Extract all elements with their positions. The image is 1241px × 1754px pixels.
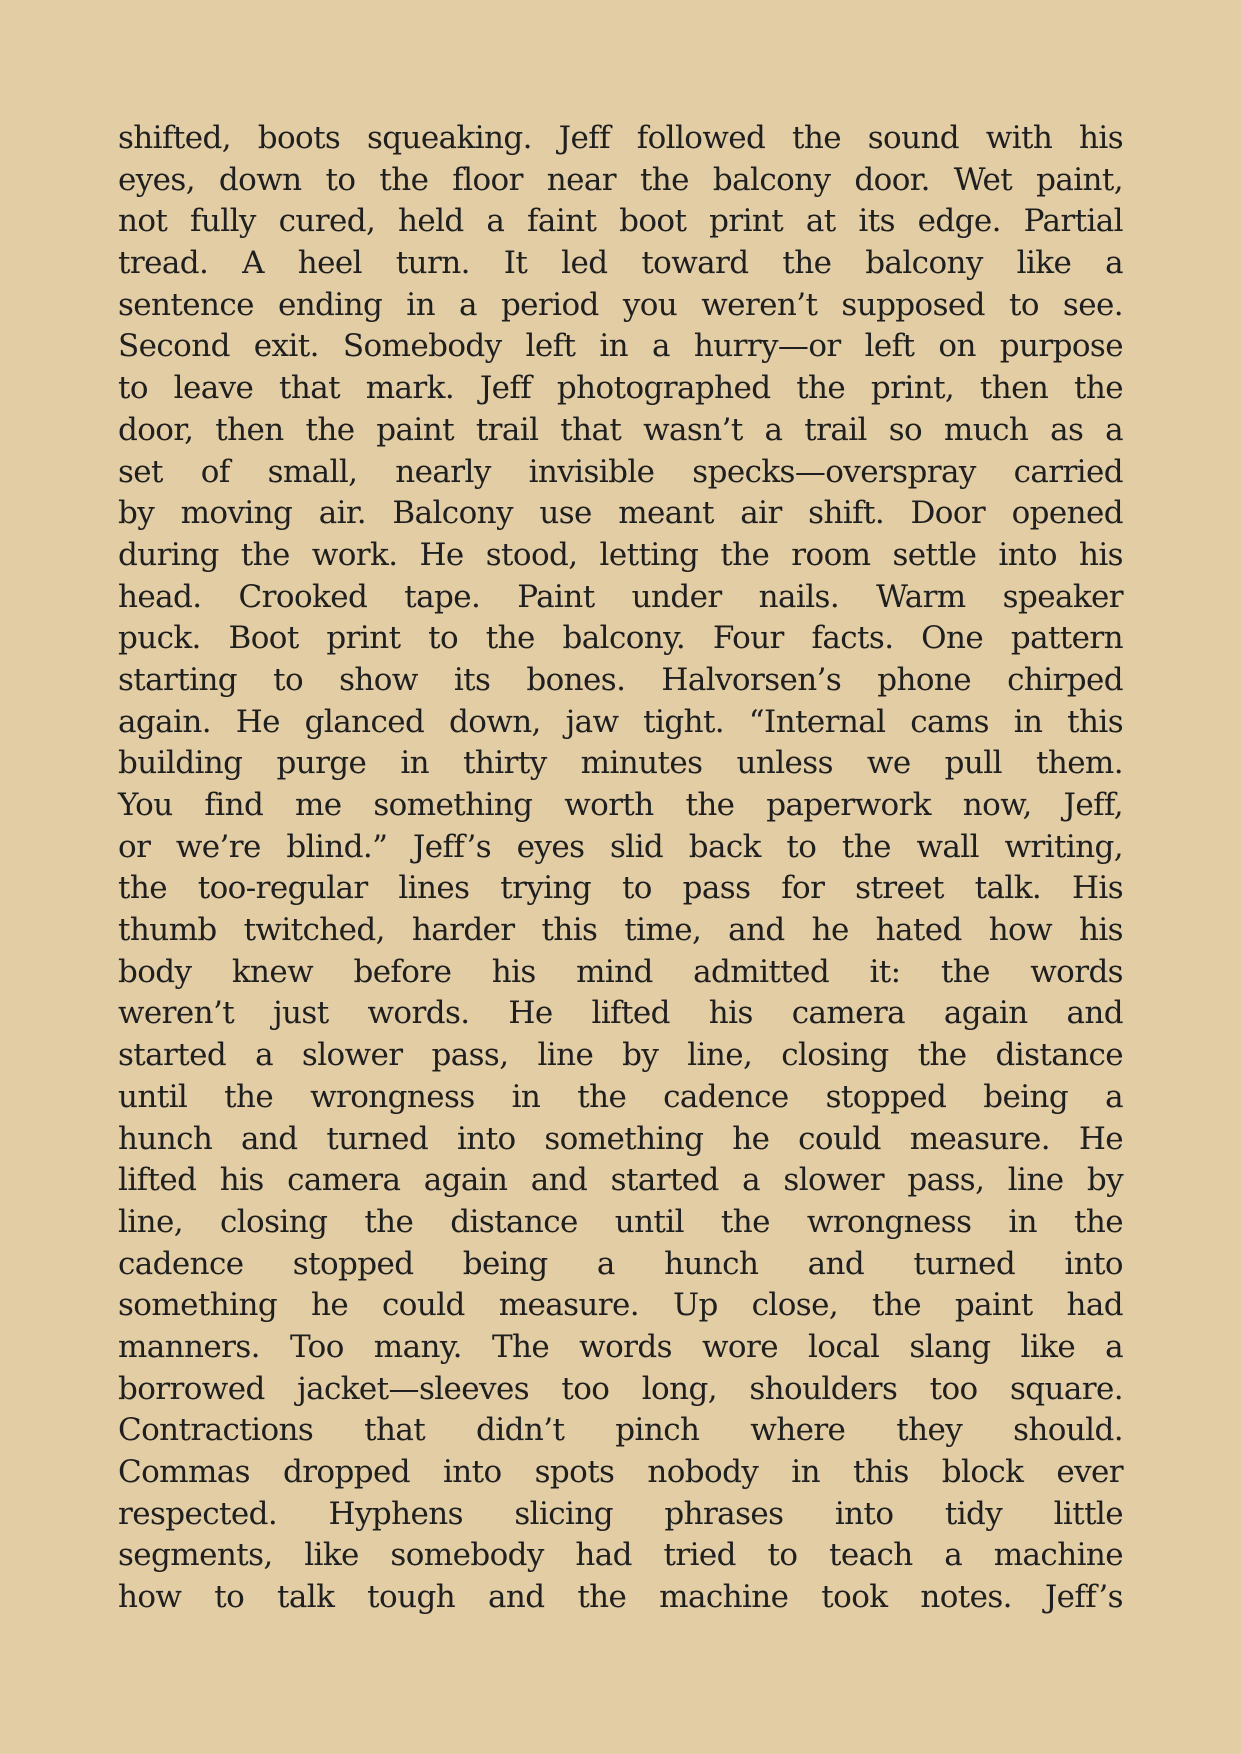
text-line-33: Commas dropped into spots nobody in this block ever: [118, 1454, 1123, 1490]
text-line-7: to leave that mark. Jeff photographed the print, then the: [118, 370, 1123, 407]
text-line-2: eyes, down to the floor near the balcony door. Wet paint,: [118, 161, 1123, 198]
text-line-17: You find me something worth the paperwork now, Jeff,: [118, 787, 1123, 823]
text-line-30: manners. Too many. The words wore local slang like a: [118, 1328, 1123, 1365]
text-line-35: segments, like somebody had tried to teach a machine: [118, 1537, 1123, 1574]
text-line-13: puck. Boot print to the balcony. Four facts. One pattern: [118, 620, 1123, 657]
text-line-27: line, closing the distance until the wrongness in the: [118, 1203, 1123, 1240]
text-line-1: shifted, boots squeaking. Jeff followed the sound with his: [118, 120, 1123, 156]
text-line-5: sentence ending in a period you weren’t supposed to see.: [118, 286, 1123, 323]
text-line-26: lifted his camera again and started a slower pass, line by: [118, 1162, 1123, 1199]
text-line-3: not fully cured, held a faint boot print at its edge. Partial: [118, 203, 1123, 240]
text-line-32: Contractions that didn’t pinch where they should.: [118, 1412, 1123, 1449]
text-line-4: tread. A heel turn. It led toward the balcony like a: [118, 245, 1123, 282]
text-line-36: how to talk tough and the machine took notes. Jeff’s: [118, 1579, 1123, 1616]
document-page: [118, 118, 1123, 1619]
text-line-11: during the work. He stood, letting the room settle into his: [118, 536, 1123, 573]
text-line-18: or we’re blind.” Jeff’s eyes slid back to the wall writing,: [118, 828, 1123, 865]
text-line-12: head. Crooked tape. Paint under nails. Warm speaker: [118, 578, 1123, 615]
text-line-14: starting to show its bones. Halvorsen’s phone chirped: [118, 661, 1123, 698]
text-line-9: set of small, nearly invisible specks—overspray carried: [118, 453, 1123, 490]
text-line-21: body knew before his mind admitted it: the words: [118, 953, 1123, 990]
text-line-25: hunch and turned into something he could measure. He: [118, 1120, 1123, 1157]
text-line-19: the too-regular lines trying to pass for street talk. His: [118, 870, 1123, 907]
text-line-23: started a slower pass, line by line, closing the distance: [118, 1037, 1123, 1074]
text-line-34: respected. Hyphens slicing phrases into tidy little: [118, 1495, 1123, 1532]
text-line-6: Second exit. Somebody left in a hurry—or left on purpose: [118, 328, 1123, 365]
text-line-16: building purge in thirty minutes unless we pull them.: [118, 745, 1123, 782]
text-line-8: door, then the paint trail that wasn’t a trail so much as a: [118, 411, 1123, 448]
text-line-22: weren’t just words. He lifted his camera again and: [118, 995, 1123, 1032]
text-line-29: something he could measure. Up close, the paint had: [118, 1287, 1123, 1324]
text-line-28: cadence stopped being a hunch and turned into: [118, 1245, 1123, 1282]
text-line-10: by moving air. Balcony use meant air shift. Door opened: [118, 495, 1123, 532]
text-line-24: until the wrongness in the cadence stopped being a: [118, 1078, 1123, 1115]
text-line-20: thumb twitched, harder this time, and he hated how his: [118, 912, 1123, 949]
text-line-15: again. He glanced down, jaw tight. “Internal cams in this: [118, 703, 1123, 740]
text-line-31: borrowed jacket—sleeves too long, shoulders too square.: [118, 1370, 1123, 1407]
